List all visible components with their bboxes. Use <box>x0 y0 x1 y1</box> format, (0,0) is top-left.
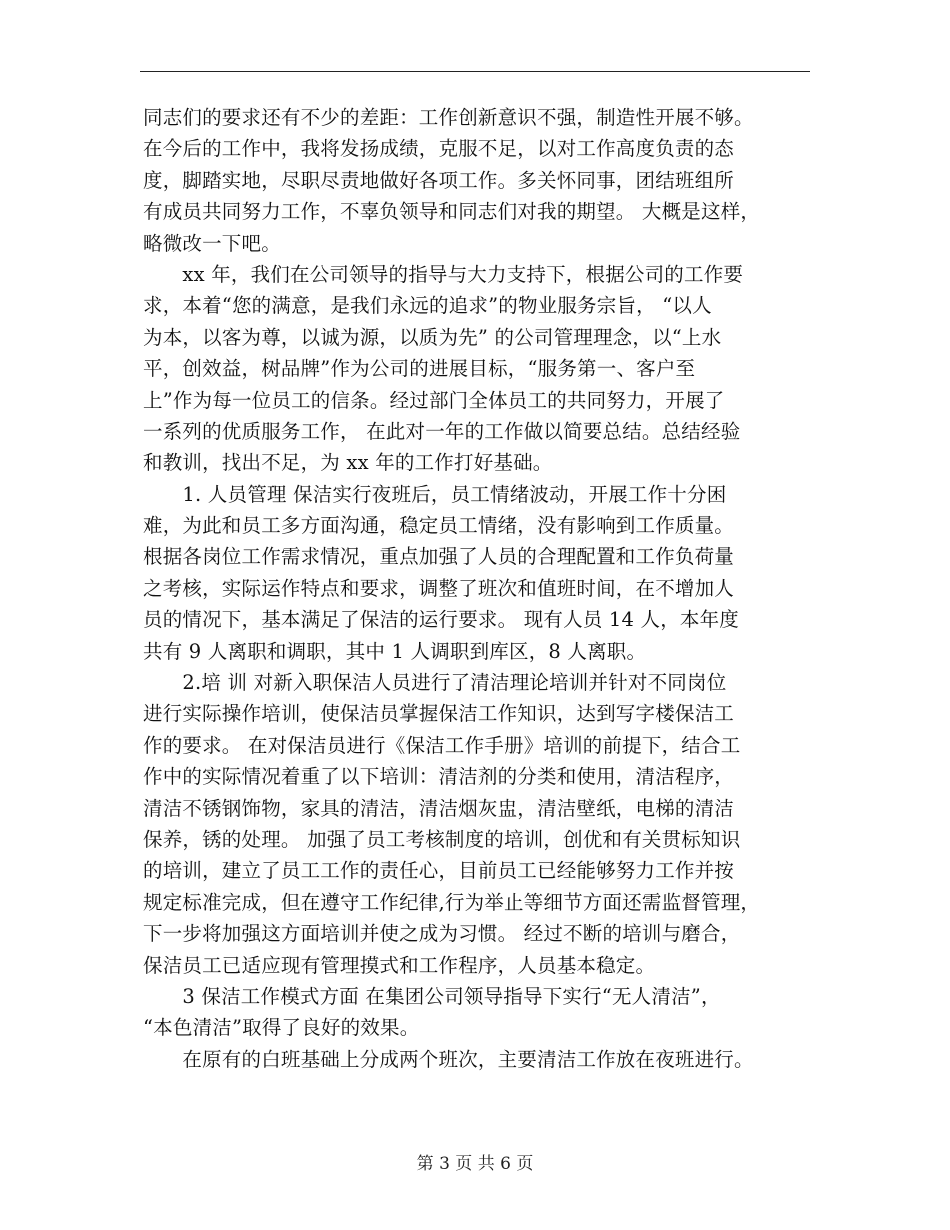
text-line: 有成员共同努力工作，不辜负领导和同志们对我的期望。 大概是这样， <box>143 200 761 224</box>
text-line: 求，本着“您的满意，是我们永远的追求”的物业服务宗旨， “以人 <box>143 294 712 318</box>
text-line: 进行实际操作培训，使保洁员掌握保洁工作知识，达到写字楼保洁工 <box>143 702 735 726</box>
text-line: 略微改一下吧。 <box>143 231 281 255</box>
text-line: 保养，锈的处理。 加强了员工考核制度的培训，创优和有关贯标知识 <box>143 827 741 851</box>
text-line: 3 保洁工作模式方面 在集团公司领导指导下实行“无人清洁”， <box>143 984 721 1008</box>
text-line: 度，脚踏实地，尽职尽责地做好各项工作。多关怀同事，团结班组所 <box>143 168 735 192</box>
text-line: 1. 人员管理 保洁实行夜班后，员工情绪波动，开展工作十分困 <box>143 482 727 506</box>
text-line: 根据各岗位工作需求情况，重点加强了人员的合理配置和工作负荷量 <box>143 545 735 569</box>
text-line: xx 年，我们在公司领导的指导与大力支持下，根据公司的工作要 <box>143 262 744 286</box>
text-line: 规定标准完成，但在遵守工作纪律,行为举止等细节方面还需监督管理， <box>143 890 761 914</box>
text-line: 和教训，找出不足，为 xx 年的工作打好基础。 <box>143 451 553 475</box>
text-line: 作中的实际情况着重了以下培训：清洁剂的分类和使用，清洁程序， <box>143 765 735 789</box>
page-footer: 第 3 页 共 6 页 <box>416 1154 534 1174</box>
text-line: 2.培 训 对新入职保洁人员进行了清洁理论培训并针对不同岗位 <box>143 671 727 695</box>
text-line: 在原有的白班基础上分成两个班次，主要清洁工作放在夜班进行。 <box>143 1047 754 1071</box>
text-line: 平，创效益，树品牌”作为公司的进展目标，“服务第一、客户至 <box>143 357 696 381</box>
body-text <box>143 102 815 1075</box>
text-line: 作的要求。 在对保洁员进行《保洁工作手册》培训的前提下，结合工 <box>143 733 741 757</box>
text-line: 为本，以客为尊，以诚为源，以质为先” 的公司管理理念，以“上水 <box>143 325 722 349</box>
text-line: 上”作为每一位员工的信条。经过部门全体员工的共同努力，开展了 <box>143 388 725 412</box>
text-line: 清洁不锈钢饰物，家具的清洁，清洁烟灰盅，清洁壁纸，电梯的清洁 <box>143 796 735 820</box>
text-line: 难，为此和员工多方面沟通，稳定员工情绪，没有影响到工作质量。 <box>143 514 735 538</box>
text-line: 员的情况下，基本满足了保洁的运行要求。 现有人员 14 人，本年度 <box>143 608 740 632</box>
text-line: 同志们的要求还有不少的差距：工作创新意识不强，制造性开展不够。 <box>143 106 754 129</box>
text-line: “本色清洁”取得了良好的效果。 <box>143 1016 420 1040</box>
text-line: 一系列的优质服务工作， 在此对一年的工作做以简要总结。总结经验 <box>143 419 741 443</box>
text-line: 的培训，建立了员工工作的责任心，目前员工已经能够努力工作并按 <box>143 859 735 883</box>
text-line: 保洁员工已适应现有管理摸式和工作程序，人员基本稳定。 <box>143 953 656 977</box>
text-line: 共有 9 人离职和调职，其中 1 人调职到库区，8 人离职。 <box>143 639 647 663</box>
text-line: 之考核，实际运作特点和要求，调整了班次和值班时间，在不增加人 <box>143 576 735 600</box>
text-line: 在今后的工作中，我将发扬成绩，克服不足，以对工作高度负责的态 <box>143 137 735 161</box>
header-rule <box>140 71 810 72</box>
text-line: 下一步将加强这方面培训并使之成为习惯。 经过不断的培训与磨合， <box>143 922 741 946</box>
